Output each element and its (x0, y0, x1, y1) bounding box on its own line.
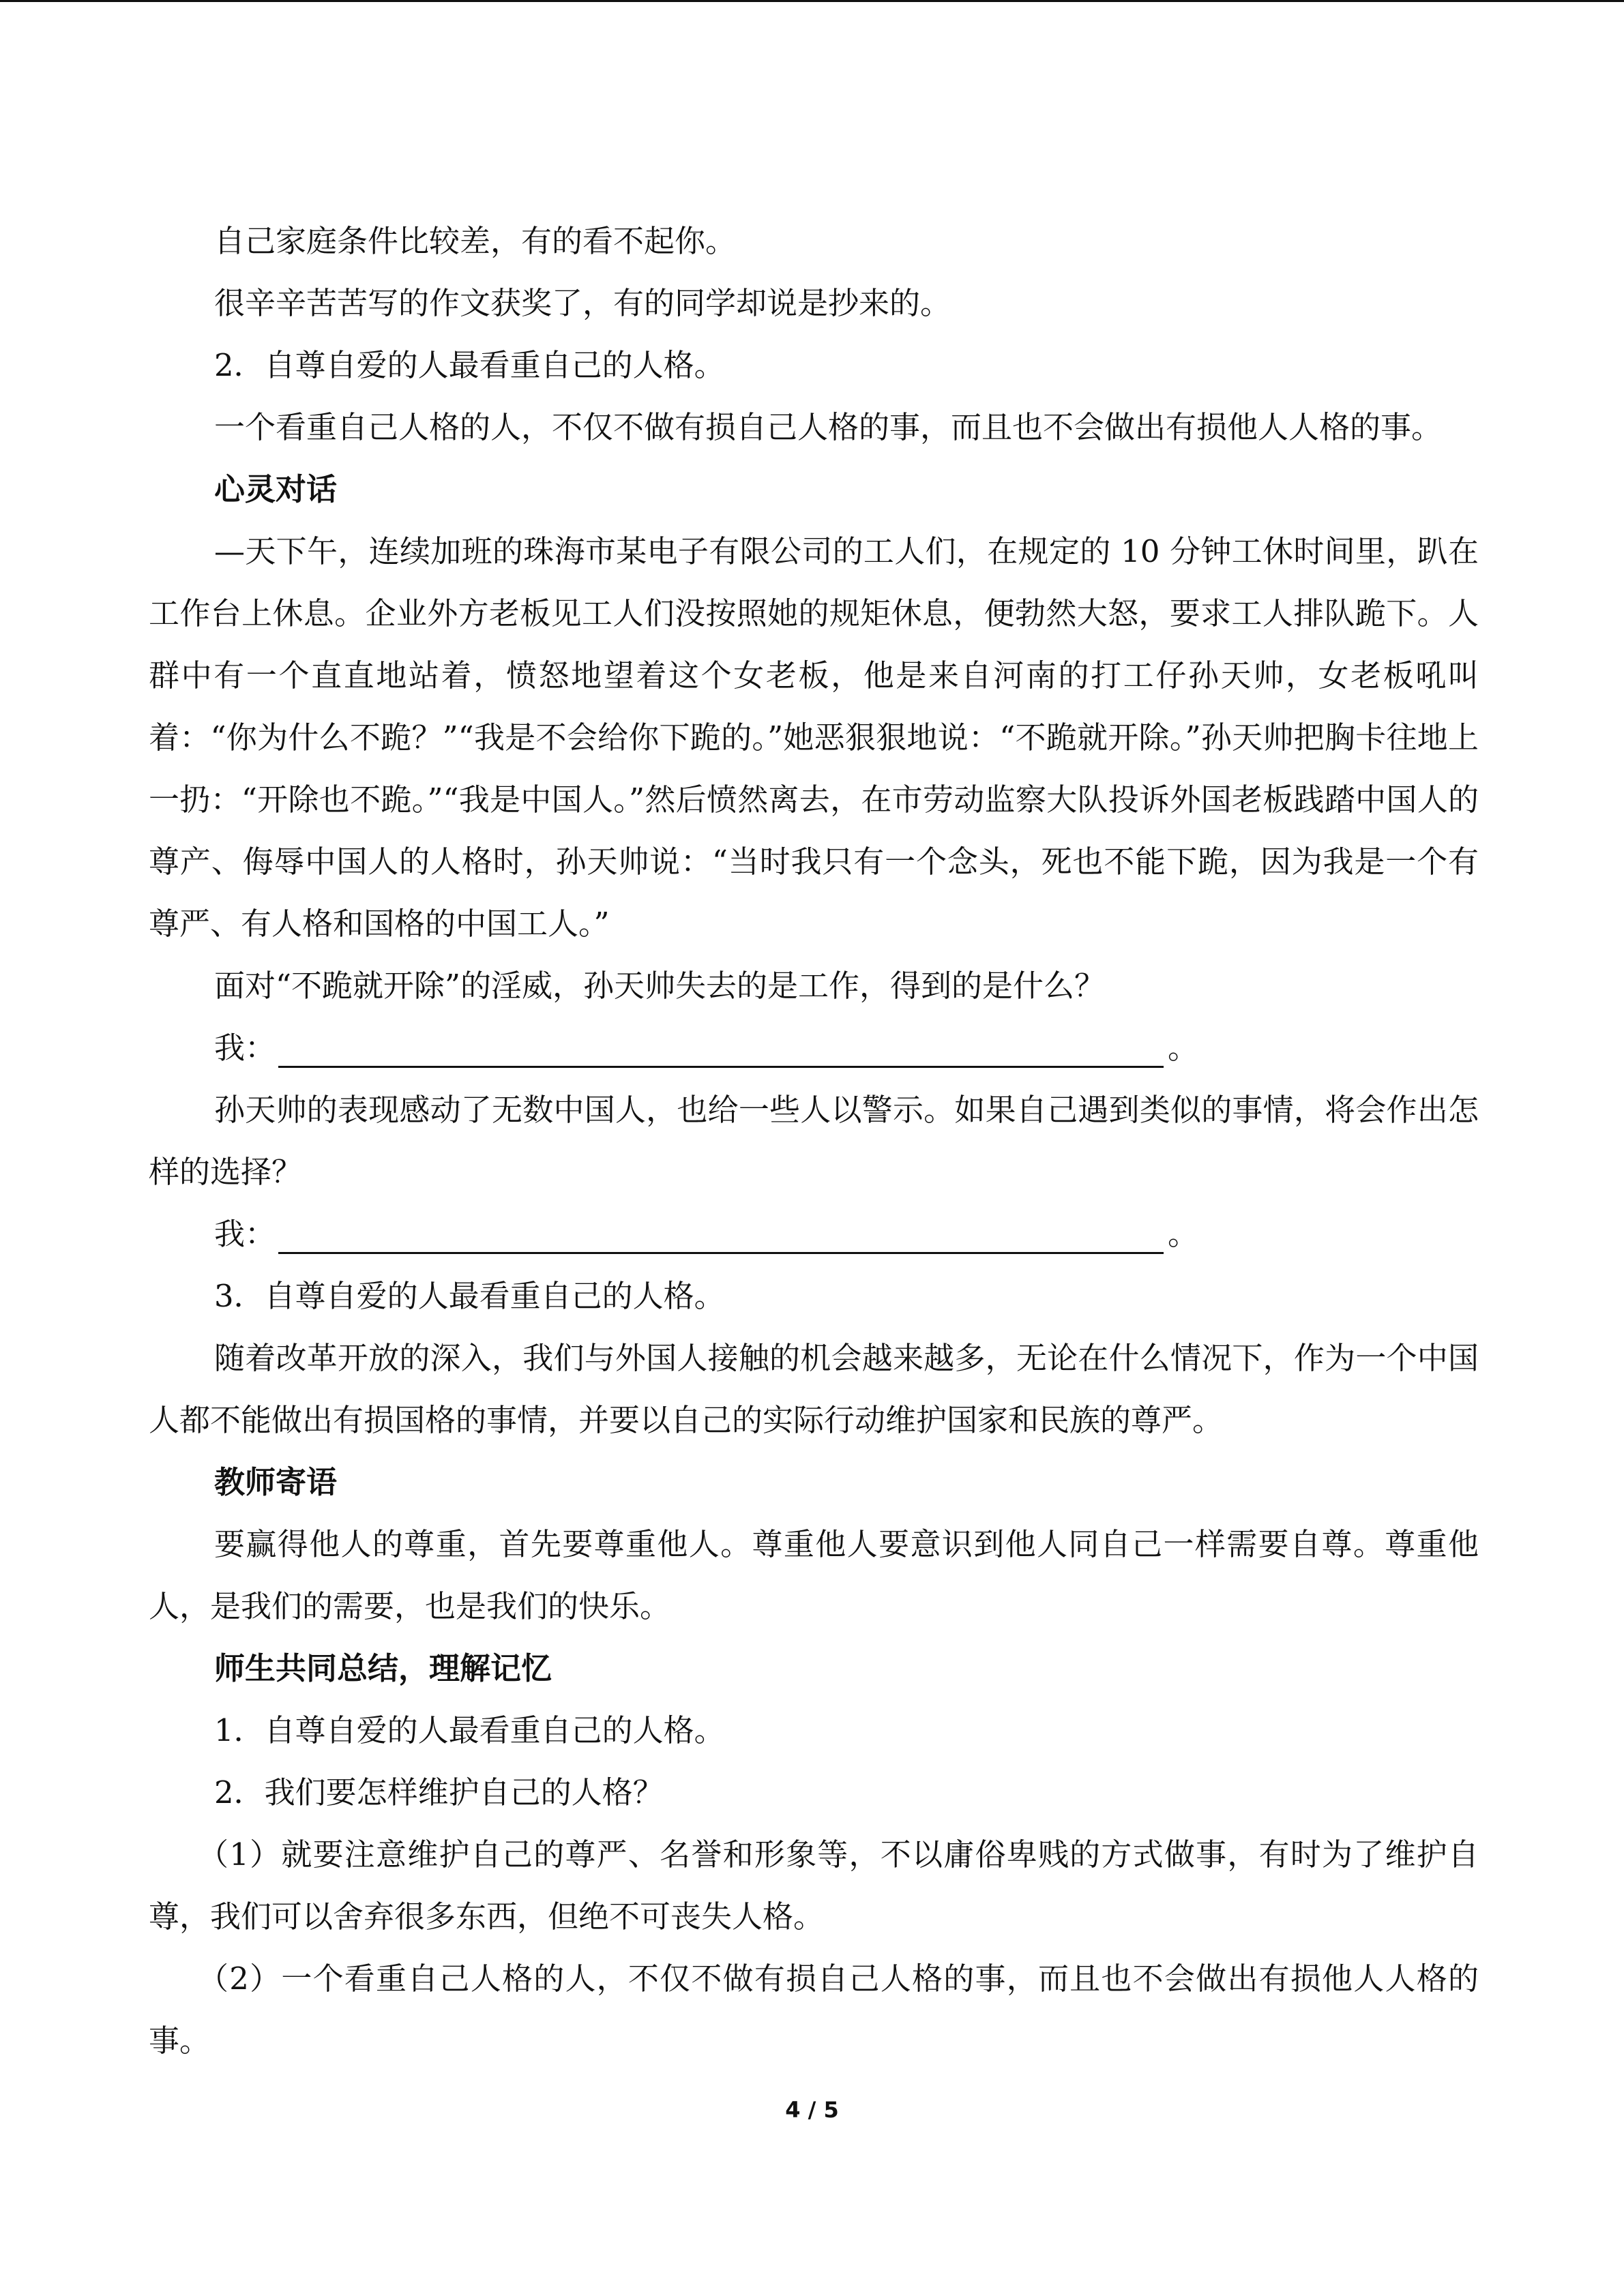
paragraph: 面对“不跪就开除”的淫威，孙天帅失去的是工作，得到的是什么？ (214, 968, 1106, 1004)
paragraph: 2．我们要怎样维护自己的人格？ (214, 1774, 664, 1810)
paragraph: 随着改革开放的深入，我们与外国人接触的机会越来越多，无论在什么情况下，作为一个中国人都不能做出有损国格的事情，并要以自己的实际行动维护国家和民族的尊严。 (149, 1340, 1479, 1438)
paragraph: （1）就要注意维护自己的尊严、名誉和形象等，不以庸俗卑贱的方式做事，有时为了维护自尊，我们可以舍弃很多东西，但绝不可丧失人格。 (149, 1836, 1479, 1935)
answer-prefix: 我： (214, 1030, 276, 1066)
paragraph: 2．自尊自爱的人最看重自己的人格。 (214, 347, 725, 383)
paragraph: （2）一个看重自己人格的人，不仅不做有损自己人格的事，而且也不会做出有损他人人格的事。 (149, 1960, 1479, 2059)
paragraph: 3．自尊自爱的人最看重自己的人格。 (214, 1278, 725, 1314)
answer-blank-line[interactable] (278, 1028, 1164, 1068)
answer-suffix: 。 (1168, 1216, 1199, 1252)
page-number: 4 / 5 (785, 2097, 839, 2123)
section-heading: 心灵对话 (214, 471, 338, 507)
paragraph: 孙天帅的表现感动了无数中国人，也给一些人以警示。如果自己遇到类似的事情，将会作出怎样的选择？ (149, 1092, 1479, 1190)
answer-row (149, 1017, 1479, 1079)
paragraph: 要赢得他人的尊重，首先要尊重他人。尊重他人要意识到他人同自己一样需要自尊。尊重他人，是我们的需要，也是我们的快乐。 (149, 1526, 1479, 1624)
document-page (149, 210, 1479, 2072)
answer-row (149, 1203, 1479, 1265)
paragraph: 自己家庭条件比较差，有的看不起你。 (214, 223, 737, 259)
section-heading: 师生共同总结，理解记忆 (214, 1650, 552, 1686)
answer-blank-line[interactable] (278, 1214, 1164, 1254)
top-border-rule (0, 0, 1624, 2)
answer-prefix: 我： (214, 1216, 276, 1252)
paragraph: 很辛辛苦苦写的作文获奖了，有的同学却说是抄来的。 (214, 285, 951, 321)
paragraph: 一个看重自己人格的人，不仅不做有损自己人格的事，而且也不会做出有损他人人格的事。 (214, 409, 1443, 445)
paragraph: —天下午，连续加班的珠海市某电子有限公司的工人们，在规定的 10 分钟工休时间里，趴在工作台上休息。企业外方老板见工人们没按照她的规矩休息，便勃然大怒，要求工人排队跪下。人群中有一个直直地站着，愤怒地望着这个女老板，他是来自河南的打工仔孙天帅，女老板吼叫着：“你为什么不跪？”“我是不会给你下跪的。”她恶狠狠地说：“不跪就开除。”孙天帅把胸卡往地上一扔：“开除也不跪。”“我是中国人。”然后愤然离去，在市劳动监察大队投诉外国老板践踏中国人的尊产、侮辱中国人的人格时，孙天帅说：“当时我只有一个念头，死也不能下跪，因为我是一个有尊严、有人格和国格的中国工人。” (149, 533, 1479, 942)
section-heading: 教师寄语 (214, 1464, 338, 1500)
paragraph: 1．自尊自爱的人最看重自己的人格。 (214, 1712, 725, 1748)
answer-suffix: 。 (1168, 1030, 1199, 1066)
